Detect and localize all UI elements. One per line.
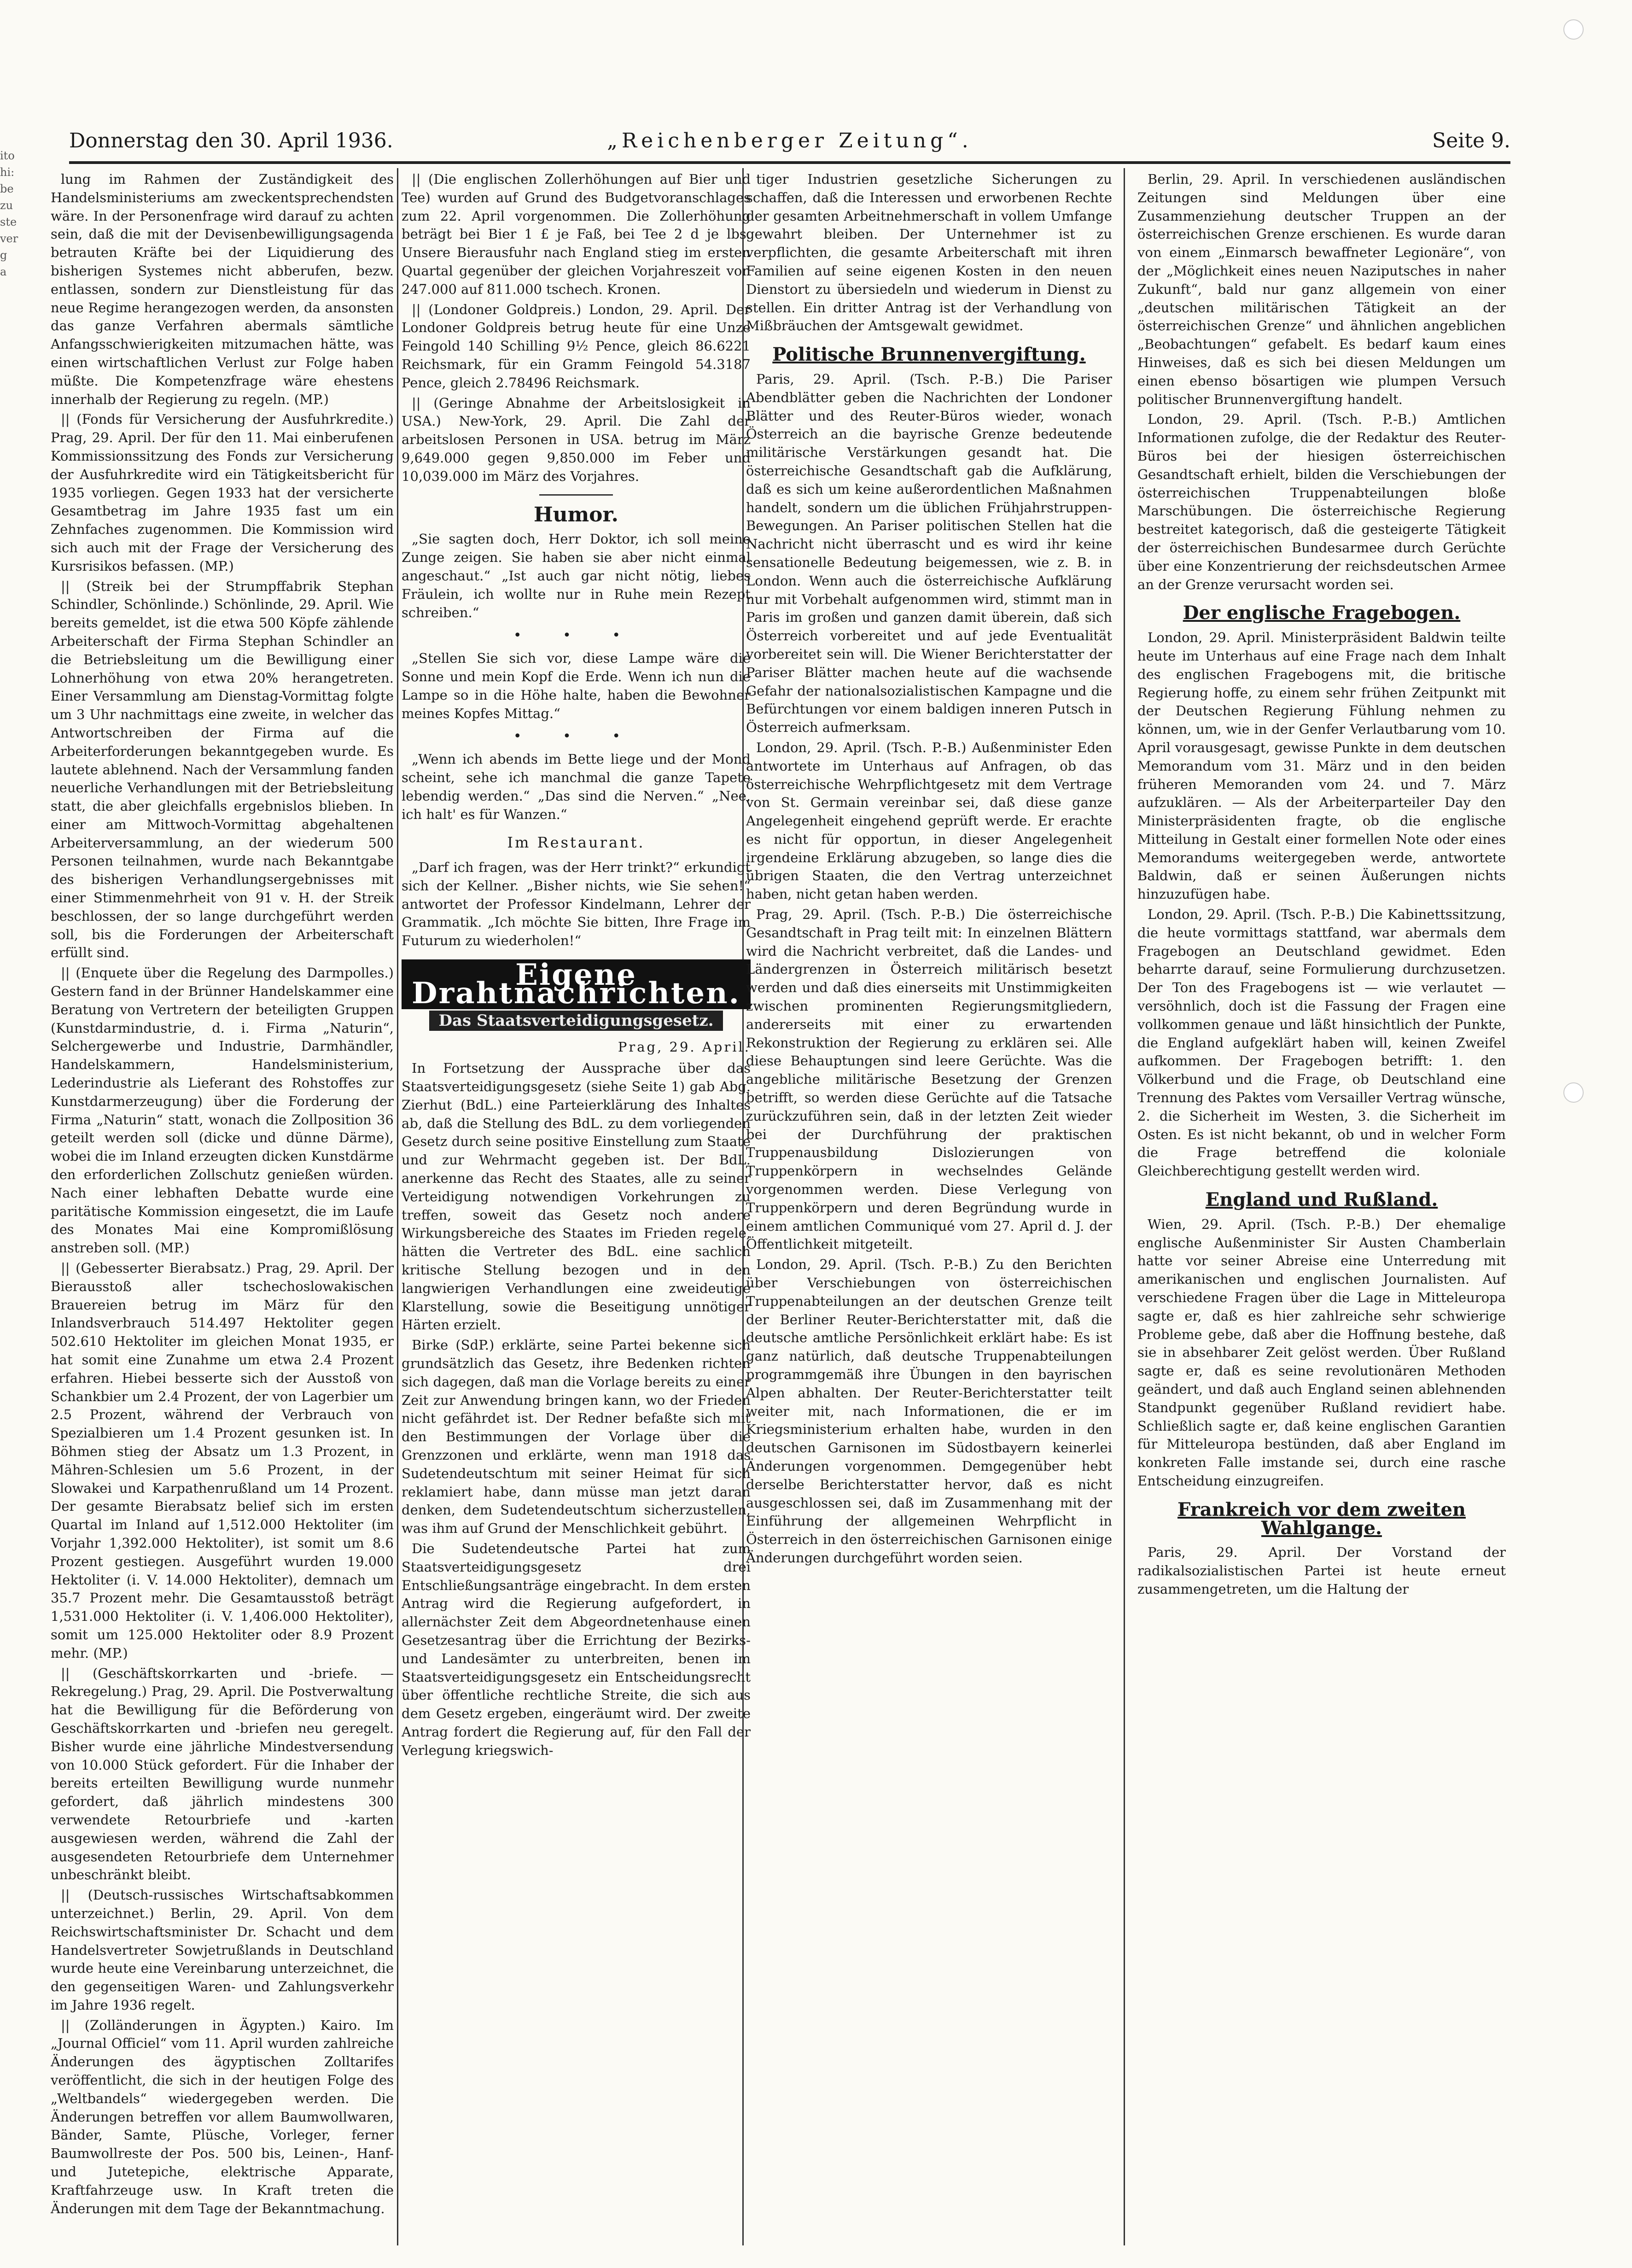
article-paragraph: tiger Industrien gesetzliche Sicherungen zu schaffen, daß die Interessen und erworbenen Rechte der gesamten Arbeitnehmerschaft in vollem Umfange gewahrt bleiben. Der Unternehmer ist zu verpflichten, die gesamte Arbeiterschaft mit ihren Familien auf seine eigenen Kosten in den neuen Dienstort zu übersiedeln und wiederum in Dienst zu stellen. Ein dritter Antrag ist der Verhandlung von Mißbräuchen der Amtsgewalt gewidmet. xyxy=(746,171,1112,334)
column-3 xyxy=(746,170,1112,1569)
column-rule xyxy=(397,168,398,2245)
article-paragraph: Paris, 29. April. (Tsch. P.-B.) Die Pariser Abendblätter geben die Nachrichten der Londoner Blätter und des Reuter-Büros wieder, wonach Österreich an die bayrische Grenze bedeutende militärische Verstärkungen gesandt hat. Die österreichische Gesandtschaft gab die Aufklärung, daß es sich um keine außerordentlichen Maßnahmen handelt, sondern um die üblichen Frühjahrstruppen-Bewegungen. An Pariser politischen Stellen hat die Nachricht nicht überrascht und es wird ihr keine sensationelle Bedeutung beigemessen, wie z. B. in London. Wenn auch die österreichische Aufklärung nur mit Vorbehalt aufgenommen wird, stimmt man in Paris im großen und ganzen damit überein, daß sich Österreich vorbereitet und auf jede Eventualität vorbereitet sein will. Die Wiener Berichterstatter der Pariser Blätter machen heute auf die wachsende Gefahr der nationalsozialistischen Kampagne und die Befürchtungen vor einem baldigen inneren Putsch in Österreich aufmerksam. xyxy=(746,371,1112,736)
article-paragraph: || (Fonds für Versicherung der Ausfuhrkredite.) Prag, 29. April. Der für den 11. Mai einberufenen Kommissionssitzung des Fonds zur Versicherung der Ausfuhrkredite wird ein Tätigkeitsbericht für 1935 vorliegen. Gegen 1933 hat der versicherte Gesamtbetrag im Jahre 1935 fast um ein Zehnfaches zugenommen. Die Kommission wird sich auch mit der Frage der Versicherung des Kursrisikos befassen. (MP.) xyxy=(51,411,394,574)
joke: „Stellen Sie sich vor, diese Lampe wäre die Sonne und mein Kopf die Erde. Wenn ich nun die Lampe so in die Höhe halte, haben die Bewohner meines Kopfes Mittag.“ xyxy=(402,650,751,721)
article-heading: Frankreich vor dem zweiten Wahlgange. xyxy=(1177,1498,1466,1539)
margin-fragment: a xyxy=(0,265,7,278)
section-rule xyxy=(539,494,613,496)
column-4 xyxy=(1137,170,1506,1601)
article-heading: Politische Brunnenvergiftung. xyxy=(772,344,1086,366)
binding-hole xyxy=(1563,1082,1584,1103)
article-paragraph: Die Sudetendeutsche Partei hat zum Staatsverteidigungsgesetz drei Entschließungsanträge eingebracht. In dem ersten Antrag wird die Regierung aufgefordert, in allernächster Zeit dem Abgeordnetenhause einen Gesetzesantrag über die Errichtung der Bezirks- und Landesämter zu unterbreiten, benen im Staatsverteidigungsgesetz ein Entscheidungsrecht über öffentliche rechtliche Streite, die sich aus dem Gesetz ergeben, eingeräumt wird. Der zweite Antrag fordert die Regierung auf, für den Fall der Verlegung kriegswich- xyxy=(402,1540,751,1758)
article-paragraph: || (Geschäftskorrkarten und -briefe. — Rekregelung.) Prag, 29. April. Die Postverwaltung hat die Bewilligung für die Beförderung von Geschäftskorrkarten und -briefen neu geregelt. Bisher wurde eine jährliche Mindestversendung von 10.000 Stück gefordert. Für die Inhaber der bereits erteilten Bewilligung wurde nunmehr gefordert, daß jährlich mindestens 300 verwendete Retourbriefe und -karten ausgewiesen werden, während die Zahl der ausgesendeten Retourbriefe dem Unternehmer unbeschränkt bleibt. xyxy=(51,1665,394,1883)
article-heading: England und Rußland. xyxy=(1205,1189,1438,1211)
margin-fragment: be xyxy=(0,182,14,195)
article-paragraph: In Fortsetzung der Aussprache über das Staatsverteidigungsgesetz (siehe Seite 1) gab Abg. Zierhut (BdL.) eine Parteierklärung des Inhaltes ab, daß die Stellung des BdL. zu dem vorliegenden Gesetz durch seine positive Einstellung zum Staate und zur Wehrmacht gegeben ist. Der BdL. anerkenne das Recht des Staates, alle zu seiner Verteidigung notwendigen Vorkehrungen zu treffen, soweit das Gesetz noch andere Wirkungsbereiche des Staates im Frieden regele, hätten die Vertreter des BdL. eine sachlich kritische Stellung bezogen und in den langwierigen Verhandlungen eine zweideutige Klarstellung, sowie die Beseitigung unnötiger Härten erzielt. xyxy=(402,1060,751,1333)
page-number: Seite 9. xyxy=(1432,129,1510,152)
article-paragraph: Wien, 29. April. (Tsch. P.-B.) Der ehemalige englische Außenminister Sir Austen Chamberlain hatte vor seiner Abreise eine Unterredung mit amerikanischen und englischen Journalisten. Auf verschiedene Fragen über die Lage in Mitteleuropa sagte er, daß es hier zahlreiche sehr schwierige Probleme gebe, daß aber die Hoffnung bestehe, daß sie in absehbarer Zeit gelöst werden. Über Rußland sagte er, daß es seine revolutionären Methoden geändert, und daß auch England seinen ablehnenden Standpunkt gegenüber Rußland revidiert habe. Schließlich sagte er, daß keine englischen Garantien für Mitteleuropa bestünden, daß aber England im konkreten Falle imstande sei, durch eine rasche Entscheidung einzugreifen. xyxy=(1137,1216,1506,1489)
binding-hole xyxy=(1563,19,1584,40)
separator-dots: • • • xyxy=(513,627,639,644)
article-paragraph: || (Enquete über die Regelung des Darmpolles.) Gestern fand in der Brünner Handelskammer eine Beratung von Vertretern der beteiligten Gruppen (Kunstdarmindustrie, d. i. Firma „Naturin“, Selchergewerbe und Industrie, Darmhändler, Handelskammern, Handelsministerium, Lederindustrie als Lieferant des Rohstoffes zur Kunstdarmerzeugung) über die Forderung der Firma „Naturin“ statt, wonach die Zollposition 36 geteilt werden soll (dicke und dünne Därme), wobei die im Inland erzeugten dicken Kunstdärme den erforderlichen Zollschutz genießen würden. Nach einer lebhaften Debatte wurde eine paritätische Kommission eingesetzt, die im Laufe des Monates Mai eine Kompromißlösung anstreben soll. (MP.) xyxy=(51,965,394,1256)
article-paragraph: || (Streik bei der Strumpffabrik Stephan Schindler, Schönlinde.) Schönlinde, 29. April. Wie bereits gemeldet, ist die etwa 500 Köpfe zählende Arbeiterschaft der Firma Stephan Schindler an die Betriebsleitung um die Bewilligung einer Lohnerhöhung von etwa 20% herangetreten. Einer Versammlung am Dienstag-Vormittag folgte um 3 Uhr nachmittags eine zweite, in welcher das Antwortschreiben der Firma auf die Arbeiterforderungen bekanntgegeben wurde. Es lautete ablehnend. Nach der Versammlung fanden neuerliche Verhandlungen mit der Betriebsleitung statt, die aber gleichfalls ergebnislos blieben. In einer am Mittwoch-Vormittag abgehaltenen Arbeiterversammlung, an der wiederum 500 Personen teilnahmen, wurde nach Bekanntgabe des bisherigen Verhandlungsergebnisses mit einer Stimmenmehrheit von 91 v. H. der Streik beschlossen, der so lange durchgeführt werden soll, bis die Forderungen der Arbeiterschaft erfüllt sind. xyxy=(51,578,394,961)
section-subheading: Das Staatsverteidigungsgesetz. xyxy=(402,1012,751,1030)
article-paragraph: || (Zolländerungen in Ägypten.) Kairo. Im „Journal Officiel“ vom 11. April wurden zahlreiche Änderungen des ägyptischen Zolltarifes veröffentlicht, die sich in der heutigen Folge des „Weltbandels“ wiedergegeben werden. Die Änderungen betreffen vor allem Baumwollwaren, Bänder, Samte, Plüsche, Vorleger, ferner Baumwollreste der Pos. 500 bis, Leinen-, Hanf- und Jutetepiche, elektrische Apparate, Kraftfahrzeuge usw. In Kraft treten die Änderungen mit dem Tage der Bekanntmachung. xyxy=(51,2017,394,2216)
article-paragraph: || (Londoner Goldpreis.) London, 29. April. Der Londoner Goldpreis betrug heute für eine Unze Feingold 140 Schilling 9½ Pence, gleich 86.6221 Reichsmark, für ein Gramm Feingold 54.3187 Pence, gleich 2.78496 Reichsmark. xyxy=(402,301,751,391)
article-paragraph: London, 29. April. (Tsch. P.-B.) Amtlichen Informationen zufolge, die der Redaktur des Reuter-Büros bei der hiesigen österreichischen Gesandtschaft erhielt, bilden die Verschiebungen der österreichischen Truppenabteilungen bloße Marschübungen. Die österreichische Regierung bestreitet kategorisch, daß die gesteigerte Tätigkeit der österreichischen Bundesarmee durch Gerüchte über eine Konzentrierung der reichsdeutschen Armee an der Grenze verursacht worden sei. xyxy=(1137,411,1506,592)
column-2 xyxy=(402,170,751,1762)
article-paragraph: Berlin, 29. April. In verschiedenen ausländischen Zeitungen sind Meldungen über eine Zusammenziehung deutscher Truppen an der österreichischen Grenze erschienen. Es wurde daran von einem „Einmarsch bewaffneter Legionäre“, von der „Möglichkeit eines neuen Naziputsches in naher Zukunft“, bald nur ganz allgemein von einer „deutschen militärischen Tätigkeit an der österreichischen Grenze“ und ähnlichen angeblichen „Beobachtungen“ gefabelt. Es bedarf kaum eines Hinweises, daß es sich bei diesen Meldungen um einen ebenso bösartigen wie plumpen Versuch politischer Brunnenvergiftung handelt. xyxy=(1137,171,1506,407)
margin-fragment: ste xyxy=(0,216,17,228)
joke: „Wenn ich abends im Bette liege und der Mond scheint, sehe ich manchmal die ganze Tapete lebendig werden.“ „Das sind die Nerven.“ „Nee, ich halt' es für Wanzen.“ xyxy=(402,751,751,822)
article-paragraph: Paris, 29. April. Der Vorstand der radikalsozialistischen Partei ist heute erneut zusammengetreten, um die Haltung der xyxy=(1137,1544,1506,1597)
column-1 xyxy=(51,170,394,2220)
humor-heading: Humor. xyxy=(534,503,618,526)
header-date: Donnerstag den 30. April 1936. xyxy=(69,129,393,152)
margin-fragment: ito xyxy=(0,149,15,162)
separator-dots: • • • xyxy=(513,728,639,745)
joke: „Darf ich fragen, was der Herr trinkt?“ erkundigt sich der Kellner. „Bisher nichts, wie Sie sehen!“ antwortet der Professor Kindelmann, Lehrer der Grammatik. „Ich möchte Sie bitten, Ihre Frage im Futurum zu wiederholen!“ xyxy=(402,859,751,949)
article-paragraph: London, 29. April. (Tsch. P.-B.) Die Kabinettssitzung, die heute vormittags stattfand, war abermals dem Fragebogen an Deutschland gewidmet. Eden beharrte darauf, seine Formulierung durchzusetzen. Der Ton des Fragebogens ist — wie verlautet — versöhnlich, doch ist die Fassung der Fragen eine vollkommen genaue und läßt hinsichtlich der Punkte, die England aufgeklärt haben will, keinen Zweifel aufkommen. Der Fragebogen betrifft: 1. den Völkerbund und die Frage, ob Deutschland eine Trennung des Paktes vom Versailler Vertrag wünsche, 2. die Sicherheit im Westen, 3. die Sicherheit im Osten. Es ist nicht bekannt, ob und in welcher Form die Frage betreffend die koloniale Gleichberechtigung gestellt werden wird. xyxy=(1137,906,1506,1179)
joke: „Sie sagten doch, Herr Doktor, ich soll meine Zunge zeigen. Sie haben sie aber nicht einmal angeschaut.“ „Ist auch gar nicht nötig, liebes Fräulein, ich wollte nur in Ruhe mein Rezept schreiben.“ xyxy=(402,531,751,620)
article-paragraph: London, 29. April. Ministerpräsident Baldwin teilte heute im Unterhaus auf eine Frage nach dem Inhalt des englischen Fragebogens mit, die britische Regierung hoffe, zu einem sehr frühen Zeitpunkt mit der Deutschen Regierung Fühlung nehmen zu können, um, wie in der Genfer Verlautbarung vom 10. April vorausgesagt, gewisse Punkte in dem deutschen Memorandum vom 31. März und in den beiden früheren Memoranden vom 24. und 7. März aufzuklären. — Als der Arbeiterparteiler Day den Ministerpräsidenten fragte, ob die englische Mitteilung in Gestalt einer formellen Note oder eines Memorandums weitergegeben werde, antwortete Baldwin, daß er seinen Äußerungen nichts hinzuzufügen habe. xyxy=(1137,630,1506,902)
article-paragraph: || (Deutsch-russisches Wirtschaftsabkommen unterzeichnet.) Berlin, 29. April. Von dem Reichswirtschaftsminister Dr. Schacht und dem Handelsvertreter Sowjetrußlands in Deutschland wurde heute eine Vereinbarung unterzeichnet, die den gegenseitigen Waren- und Zahlungsverkehr im Jahre 1936 regelt. xyxy=(51,1887,394,2013)
article-paragraph: London, 29. April. (Tsch. P.-B.) Zu den Berichten über Verschiebungen von österreichischen Truppenabteilungen an der deutschen Grenze teilt der Berliner Reuter-Berichterstatter mit, daß die deutsche amtliche Persönlichkeit erklärt habe: Es ist ganz natürlich, daß deutsche Truppenabteilungen programmgemäß ihre Übungen in den bayrischen Alpen abhalten. Der Reuter-Berichterstatter teilt weiter mit, nach Informationen, die er im Kriegsministerium erhalten habe, wurden in den deutschen Garnisonen im Südostbayern keinerlei Änderungen vorgenommen. Demgegenüber hebt derselbe Berichterstatter hervor, daß es nicht ausgeschlossen sei, daß im Zusammenhang mit der Einführung der allgemeinen Wehrpflicht in Österreich in den österreichischen Garnisonen einige Änderungen durchgeführt worden seien. xyxy=(746,1257,1112,1566)
article-paragraph: London, 29. April. (Tsch. P.-B.) Außenminister Eden antwortete im Unterhaus auf Anfragen, ob das österreichische Wehrpflichtgesetz mit dem Vertrage von St. Germain vereinbar sei, daß diese ganze Angelegenheit eingehend geprüft werde. Er erachte es nicht für opportun, in dieser Angelegenheit irgendeine Erklärung abzugeben, so lange dies die übrigen Staaten, die den Vertrag unterzeichnet haben, nicht getan haben werden. xyxy=(746,739,1112,902)
article-paragraph: lung im Rahmen der Zuständigkeit des Handelsministeriums am zweckentsprechendsten wäre. In der Personenfrage wird darauf zu achten sein, daß die mit der Devisenbewilligungsagenda betrauten Kräfte bei der Liquidierung des bisherigen Systemes nicht abberufen, bezw. entlassen, sondern zur Dienstleistung für das neue Regime herangezogen werden, da ansonsten das ganze Verfahren abermals sämtliche Anfangsschwierigkeiten mitzumachen hätte, was einen wirtschaftlichen Verlust zur Folge haben müßte. Die Kompetenzfrage wäre ehestens innerhalb der Regierung zu regeln. (MP.) xyxy=(51,171,394,407)
article-paragraph: || (Gebesserter Bierabsatz.) Prag, 29. April. Der Bierausstoß aller tschechoslowakischen Brauereien betrug im März für den Inlandsverbrauch 514.497 Hektoliter gegen 502.610 Hektoliter im gleichen Monat 1935, er hat somit eine Zunahme um etwa 2.4 Prozent erfahren. Hiebei besserte sich der Ausstoß von Schankbier um 2.4 Prozent, der von Lagerbier um 2.5 Prozent, während der Verbrauch von Spezialbieren um 1.4 Prozent gesunken ist. In Böhmen stieg der Absatz um 1.3 Prozent, in Mähren-Schlesien um 5.6 Prozent, in der Slowakei und Karpathenrußland um 14 Prozent. Der gesamte Bierabsatz belief sich im ersten Quartal im Inland auf 1,512.000 Hektoliter (im Vorjahr 1,392.000 Hektoliter), ist somit um 8.6 Prozent gestiegen. Ausgeführt wurden 19.000 Hektoliter (i. V. 14.000 Hektoliter), demnach um 35.7 Prozent mehr. Die Gesamtausstoß beträgt 1,531.000 Hektoliter (i. V. 1,406.000 Hektoliter), somit um 125.000 Hektoliter oder 8.9 Prozent mehr. (MP.) xyxy=(51,1260,394,1661)
article-paragraph: || (Die englischen Zollerhöhungen auf Bier und Tee) wurden auf Grund des Budgetvoranschlages zum 22. April vorgenommen. Die Zollerhöhung beträgt bei Bier 1 £ je Faß, bei Tee 2 d je lbs. Unsere Bierausfuhr nach England stieg im ersten Quartal gegenüber der gleichen Vorjahreszeit von 247.000 auf 811.000 tschech. Kronen. xyxy=(402,171,751,297)
dateline: Prag, 29. April. xyxy=(618,1039,751,1055)
page-header xyxy=(69,124,1510,164)
article-paragraph: Prag, 29. April. (Tsch. P.-B.) Die österreichische Gesandtschaft in Prag teilt mit: In einzelnen Blättern wird die Nachricht verbreitet, daß die Landes- und Ländergrenzen in Österreich militärisch besetzt werden und daß dies einerseits mit Unstimmigkeiten zwischen prominenten Regierungsmitgliedern, andererseits mit einer zu erwartenden Rekonstruktion der Regierung zu erklären sei. Alle diese Behauptungen sind leere Gerüchte. Was die angebliche militärische Besetzung der Grenzen betrifft, so werden diese Gerüchte auf die Tatsache zurückzuführen sein, daß in der letzten Zeit wieder bei der Durchführung der praktischen Truppenausbildung Dislozierungen von Truppenkörpern in wechselndes Gelände vorgenommen werden. Diese Verlegung von Truppenkörpern und deren Begründung wurde in einem amtlichen Communiqué vom 27. April d. J. der Öffentlichkeit mitgeteilt. xyxy=(746,906,1112,1252)
margin-fragment: hi: xyxy=(0,166,15,179)
left-margin-fragments xyxy=(0,147,18,280)
margin-fragment: ver xyxy=(0,232,18,245)
article-heading: Der englische Fragebogen. xyxy=(1183,602,1461,624)
article-paragraph: Birke (SdP.) erklärte, seine Partei bekenne sich grundsätzlich das Gesetz, ihre Bedenken richten sich dagegen, daß man die Vorlage bereits zu einer Zeit zur Anwendung bringen kann, wo der Frieden nicht gefährdet ist. Der Redner befaßte sich mit den Bestimmungen der Vorlage über die Grenzzonen und erklärte, wenn man 1918 das Sudetendeutschtum mit seiner Heimat für sich reklamiert habe, dann müsse man jetzt daran denken, dem Sudetendeutschtum sicherzustellen, was ihm auf Grund der Menschlichkeit gebührt. xyxy=(402,1337,751,1537)
article-paragraph: || (Geringe Abnahme der Arbeitslosigkeit in USA.) New-York, 29. April. Die Zahl der arbeitslosen Personen in USA. betrug im März 9,649.000 gegen 9,850.000 im Feber und 10,039.000 im März des Vorjahres. xyxy=(402,395,751,484)
newspaper-title: „Reichenberger Zeitung“. xyxy=(607,129,973,152)
restaurant-heading: Im Restaurant. xyxy=(507,834,645,852)
margin-fragment: zu xyxy=(0,199,13,212)
section-banner: Eigene Drahtnachrichten. xyxy=(402,959,751,1009)
margin-fragment: g xyxy=(0,249,7,262)
column-rule xyxy=(1124,168,1125,2245)
